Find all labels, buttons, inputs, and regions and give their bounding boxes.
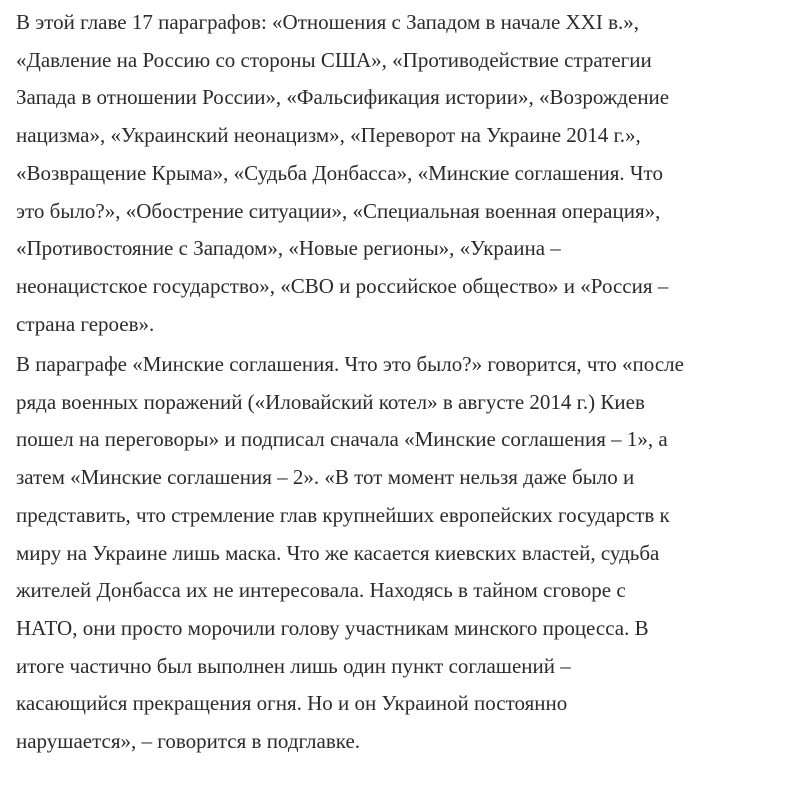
text-line: жителей Донбасса их не интересовала. Находясь в тайном сговоре с: [16, 578, 626, 603]
text-line: В параграфе «Минские соглашения. Что это было?» говорится, что «после: [16, 352, 684, 376]
text-line: НАТО, они просто морочили голову участникам минского процесса. В: [16, 615, 649, 640]
text-line: нацизма», «Украинский неонацизм», «Переворот на Украине 2014 г.»,: [16, 123, 641, 148]
text-line: Запада в отношении России», «Фальсификация истории», «Возрождение: [16, 85, 670, 110]
text-line: касающийся прекращения огня. Но и он Украиной постоянно: [16, 691, 568, 716]
text-line: пошел на переговоры» и подписал сначала «Минские соглашения – 1», а: [16, 427, 668, 452]
text-line: «Возвращение Крыма», «Судьба Донбасса», «Минские соглашения. Что: [16, 160, 663, 185]
paragraph-2: [16, 346, 684, 761]
text-line: представить, что стремление глав крупнейших европейских государств к: [16, 502, 670, 527]
text-line: В этой главе 17 параграфов: «Отношения с Западом в начале XXI в.»,: [16, 10, 640, 34]
text-line: неонацистское государство», «СВО и российское общество» и «Россия –: [16, 273, 669, 298]
text-line: миру на Украине лишь маска. Что же касается киевских властей, судьба: [16, 540, 660, 565]
text-line: ряда военных поражений («Иловайский котел» в августе 2014 г.) Киев: [16, 389, 645, 414]
text-line: «Противостояние с Западом», «Новые регионы», «Украина –: [16, 236, 561, 261]
text-line: нарушается», – говорится в подглавке.: [16, 729, 361, 754]
text-line: это было?», «Обострение ситуации», «Специальная военная операция»,: [16, 198, 661, 223]
text-line: страна героев».: [16, 311, 155, 336]
text-line: «Давление на Россию со стороны США», «Противодействие стратегии: [16, 47, 652, 72]
paragraph-1: [16, 4, 669, 343]
text-line: итоге частично был выполнен лишь один пункт соглашений –: [16, 653, 571, 678]
text-line: затем «Минские соглашения – 2». «В тот момент нельзя даже было и: [16, 465, 635, 490]
